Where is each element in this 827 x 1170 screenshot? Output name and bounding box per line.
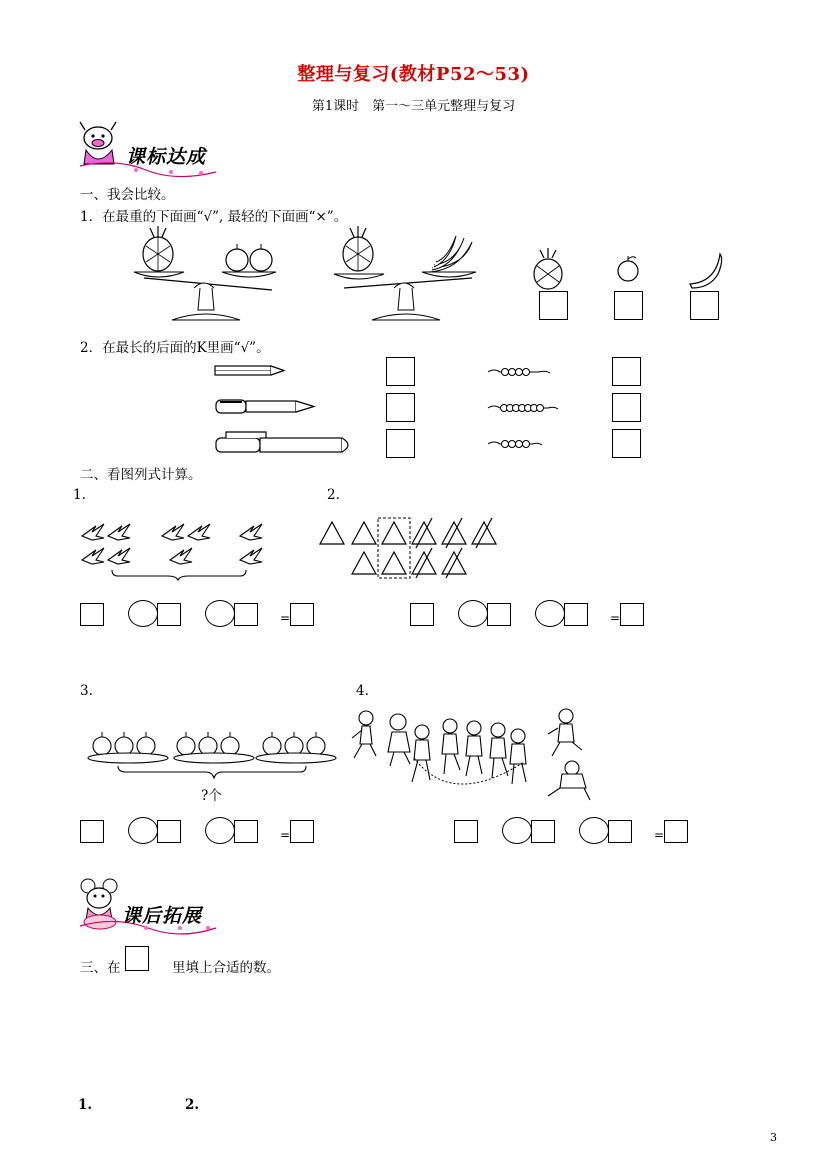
answer-box-beads-3[interactable]	[612, 429, 641, 458]
part1-question2: 2．在最长的后面的K里画“√”。	[80, 340, 270, 356]
part3-problem-number-1: 1.	[78, 1097, 93, 1113]
eq2-equals-sign: =	[610, 611, 621, 625]
part1-question1: 1．在最重的下面画“√”, 最轻的下面画“×”。	[80, 209, 348, 225]
eq3-box-3[interactable]	[234, 820, 258, 843]
answer-box-pencil[interactable]	[386, 357, 415, 386]
eq4-equals-sign: =	[654, 828, 665, 842]
fountain-pen-icon	[212, 396, 316, 418]
pencil-icon	[214, 362, 286, 380]
marker-pen-icon	[212, 430, 354, 456]
eq4-box-2[interactable]	[531, 820, 555, 843]
page-title: 整理与复习(教材P52～53)	[297, 64, 530, 85]
children-jump-rope-icon	[352, 708, 592, 804]
eq1-equals-sign: =	[280, 611, 291, 625]
eq2-box-2[interactable]	[487, 603, 511, 626]
eq3-box-2[interactable]	[157, 820, 181, 843]
bead-string-shortest	[488, 436, 544, 452]
eq4-box-3[interactable]	[608, 820, 632, 843]
eq3-operator-circle-1[interactable]	[128, 817, 158, 844]
part1-heading: 一、我会比较。	[80, 187, 175, 203]
answer-box-beads-2[interactable]	[612, 393, 641, 422]
problem-number-2: 2.	[327, 487, 340, 503]
eq1-box-3[interactable]	[234, 603, 258, 626]
eq1-box-1[interactable]	[80, 603, 104, 626]
eq3-operator-circle-2[interactable]	[205, 817, 235, 844]
answer-box-pineapple[interactable]	[539, 291, 568, 320]
eq4-box-result[interactable]	[664, 820, 688, 843]
problem-number-3: 3.	[80, 683, 93, 699]
section-banner-extension	[76, 876, 226, 938]
answer-box-marker-pen[interactable]	[386, 429, 415, 458]
eq3-equals-sign: =	[280, 828, 291, 842]
balance-scale-pineapple-vs-bananas	[334, 232, 482, 324]
eq2-operator-circle-1[interactable]	[458, 600, 488, 627]
answer-box-fountain-pen[interactable]	[386, 393, 415, 422]
swallows-group-icon	[78, 520, 270, 580]
eq2-box-1[interactable]	[410, 603, 434, 626]
apples-question-label: ?个	[201, 788, 222, 804]
bead-string-long	[488, 400, 560, 416]
page-number: 3	[770, 1131, 777, 1144]
balance-scale-pineapple-vs-apples	[134, 232, 282, 324]
triangles-group-icon	[318, 518, 502, 580]
banner-text: 课后拓展	[122, 905, 203, 927]
banner-text: 课标达成	[126, 146, 207, 168]
problem-number-4: 4.	[356, 683, 369, 699]
answer-box-beads-1[interactable]	[612, 357, 641, 386]
part3-heading-box	[125, 946, 149, 971]
eq1-box-result[interactable]	[290, 603, 314, 626]
eq4-box-1[interactable]	[454, 820, 478, 843]
part3-problem-number-2: 2.	[185, 1097, 200, 1113]
problem-number-1: 1.	[73, 487, 86, 503]
eq4-operator-circle-1[interactable]	[502, 817, 532, 844]
section-banner-standards	[76, 116, 226, 182]
bead-string-short	[488, 364, 552, 380]
eq1-operator-circle-2[interactable]	[205, 600, 235, 627]
answer-box-apple[interactable]	[614, 291, 643, 320]
banana-icon	[688, 250, 724, 288]
eq3-box-1[interactable]	[80, 820, 104, 843]
eq2-box-3[interactable]	[564, 603, 588, 626]
eq2-box-result[interactable]	[620, 603, 644, 626]
part2-heading: 二、看图列式计算。	[80, 467, 202, 483]
part3-heading-prefix: 三、在	[80, 960, 121, 976]
eq4-operator-circle-2[interactable]	[579, 817, 609, 844]
eq1-box-2[interactable]	[157, 603, 181, 626]
eq2-operator-circle-2[interactable]	[535, 600, 565, 627]
apple-icon	[614, 254, 642, 284]
answer-box-banana[interactable]	[690, 291, 719, 320]
page-subtitle: 第1课时 第一～三单元整理与复习	[311, 99, 516, 114]
eq1-operator-circle-1[interactable]	[128, 600, 158, 627]
pineapple-icon	[528, 248, 568, 292]
eq3-box-result[interactable]	[290, 820, 314, 843]
part3-heading-suffix: 里填上合适的数。	[172, 960, 280, 976]
